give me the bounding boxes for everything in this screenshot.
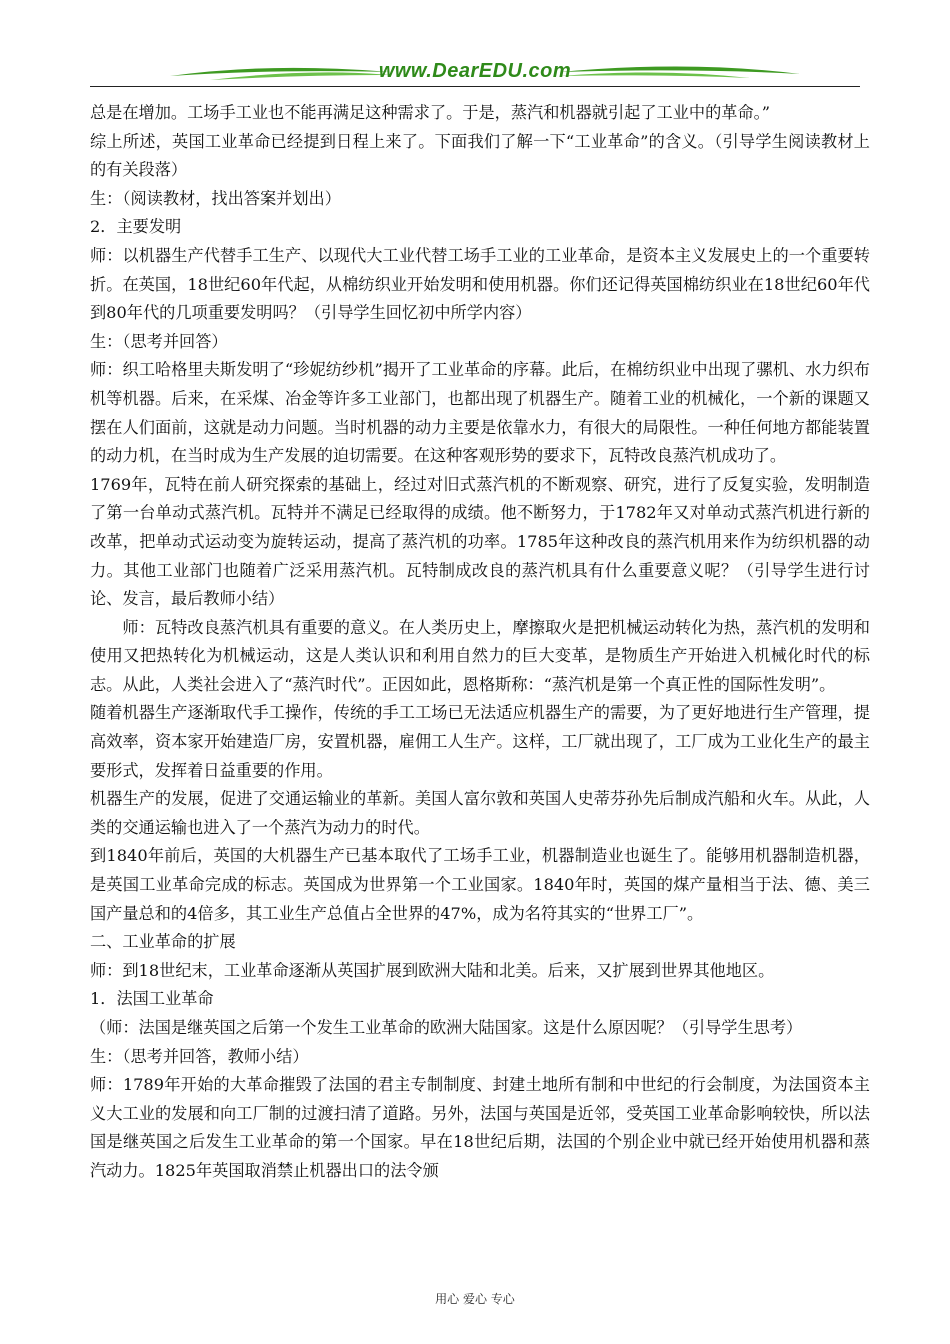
paragraph: （师：法国是继英国之后第一个发生工业革命的欧洲大陆国家。这是什么原因呢？（引导学生思考） [90,1018,803,1037]
paragraph: 师：瓦特改良蒸汽机具有重要的意义。在人类历史上，摩擦取火是把机械运动转化为热，蒸汽机的发明和使用又把热转化为机械运动，这是人类认识和利用自然力的巨大变革，是物质生产开始进入机械化时代的标志。从此，人类社会进入了“蒸汽时代”。正因如此，恩格斯称：“蒸汽机是第一个真正性的国际性发明”。 [90,617,870,694]
document-body [90,99,870,1186]
paragraph: 综上所述，英国工业革命已经提到日程上来了。下面我们了解一下“工业革命”的含义。（引导学生阅读教材上的有关段落） [90,131,870,180]
paragraph: 师：织工哈格里夫斯发明了“珍妮纺纱机”揭开了工业革命的序幕。此后，在棉纺织业中出现了骡机、水力织布机等机器。后来，在采煤、冶金等许多工业部门，也都出现了机器生产。随着工业的机械化，一个新的课题又摆在人们面前，这就是动力问题。当时机器的动力主要是依靠水力，有很大的局限性。一种任何地方都能装置的动力机，在当时成为生产发展的迫切需要。在这种客观形势的要求下，瓦特改良蒸汽机成功了。 [90,360,870,466]
section-heading: 2．主要发明 [90,217,182,237]
paragraph: 师：到18世纪末，工业革命逐渐从英国扩展到欧洲大陆和北美。后来，又扩展到世界其他地区。 [90,960,775,980]
paragraph: 师：以机器生产代替手工生产、以现代大工业代替工场手工业的工业革命，是资本主义发展史上的一个重要转折。在英国，18世纪60年代起，从棉纺织业开始发明和使用机器。你们还记得英国棉纺织业在18世纪60年代到80年代的几项重要发明吗？（引导学生回忆初中所学内容） [90,245,870,323]
paragraph: 师：1789年开始的大革命摧毁了法国的君主专制制度、封建土地所有制和中世纪的行会制度，为法国资本主义大工业的发展和向工厂制的过渡扫清了道路。另外，法国与英国是近邻，受英国工业革命影响较快，所以法国是继英国之后发生工业革命的第一个国家。早在18世纪后期，法国的个别企业中就已经开始使用机器和蒸汽动力。1825年英国取消禁止机器出口的法令颁 [90,1075,870,1180]
paragraph: 机器生产的发展，促进了交通运输业的革新。美国人富尔敦和英国人史蒂芬孙先后制成汽船和火车。从此，人类的交通运输也进入了一个蒸汽为动力的时代。 [90,789,870,837]
page-footer: 用心 爱心 专心 [435,1292,515,1306]
paragraph: 随着机器生产逐渐取代手工操作，传统的手工工场已无法适应机器生产的需要，为了更好地进行生产管理，提高效率，资本家开始建造厂房，安置机器，雇佣工人生产。这样，工厂就出现了，工厂成为工业化生产的最主要形式，发挥着日益重要的作用。 [90,703,870,780]
page-header [90,56,860,100]
section-heading: 二、工业革命的扩展 [90,932,236,952]
paragraph: 生：（思考并回答） [90,331,228,351]
paragraph: 生：（阅读教材，找出答案并划出） [90,188,341,208]
site-logo: www.DearEDU.com [378,60,572,82]
header-rule [90,86,860,87]
paragraph: 生：（思考并回答，教师小结） [90,1046,309,1066]
paragraph: 到1840年前后，英国的大机器生产已基本取代了工场手工业，机器制造业也诞生了。能够用机器制造机器，是英国工业革命完成的标志。英国成为世界第一个工业国家。1840年时，英国的煤产量相当于法、德、美三国产量总和的4倍多，其工业生产总值占全世界的47%，成为名符其实的“世界工厂”。 [90,846,870,923]
paragraph: 1769年，瓦特在前人研究探索的基础上，经过对旧式蒸汽机的不断观察、研究，进行了反复实验，发明制造了第一台单动式蒸汽机。瓦特并不满足已经取得的成绩。他不断努力，于1782年又对单动式蒸汽机进行新的改革，把单动式运动变为旋转运动，提高了蒸汽机的功率。1785年这种改良的蒸汽机用来作为纺织机器的动力。其他工业部门也随着广泛采用蒸汽机。瓦特制成改良的蒸汽机具有什么重要意义呢？（引导学生进行讨论、发言，最后教师小结） [90,474,870,609]
paragraph: 总是在增加。工场手工业也不能再满足这种需求了。于是，蒸汽和机器就引起了工业中的革命。” [90,103,771,122]
section-heading: 1．法国工业革命 [90,989,214,1009]
